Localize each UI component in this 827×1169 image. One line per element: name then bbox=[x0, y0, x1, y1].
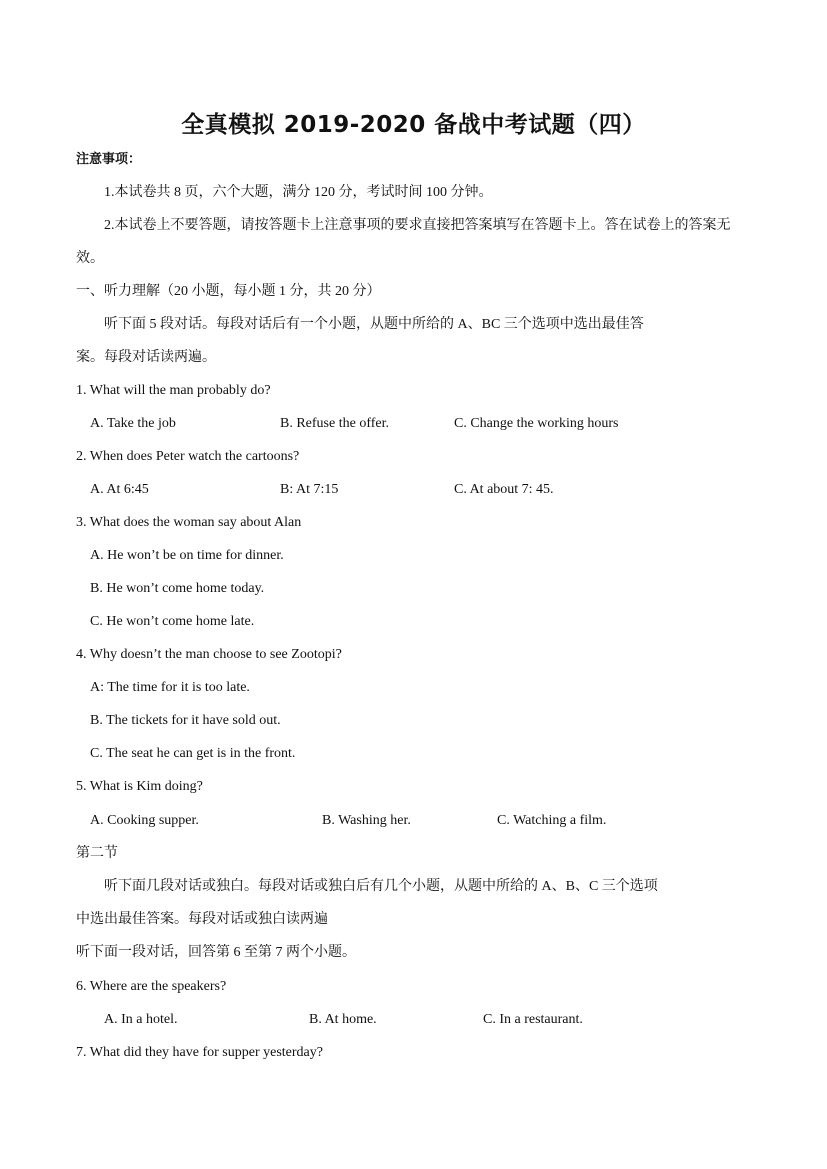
question-1-option-c: C. Change the working hours bbox=[454, 416, 619, 431]
question-2: 2. When does Peter watch the cartoons? bbox=[76, 449, 300, 464]
question-4: 4. Why doesn’t the man choose to see Zootopi? bbox=[76, 647, 342, 662]
page-title: 全真模拟 2019-2020 备战中考试题（四） bbox=[181, 112, 646, 138]
question-5: 5. What is Kim doing? bbox=[76, 779, 203, 794]
section2-instruction-line2: 中选出最佳答案。每段对话或独白读两遍 bbox=[76, 912, 328, 927]
question-6-option-a: A. In a hotel. bbox=[104, 1012, 178, 1027]
notice-heading: 注意事项： bbox=[76, 152, 142, 167]
question-2-option-a: A. At 6:45 bbox=[90, 482, 149, 497]
question-3-option-c: C. He won’t come home late. bbox=[90, 614, 255, 629]
question-5-option-c: C. Watching a film. bbox=[497, 813, 607, 828]
section1-instruction-line1: 听下面 5 段对话。每段对话后有一个小题，从题中所给的 A、BC 三个选项中选出最佳答 bbox=[104, 317, 644, 332]
question-2-option-c: C. At about 7: 45. bbox=[454, 482, 554, 497]
question-4-option-b: B. The tickets for it have sold out. bbox=[90, 713, 281, 728]
question-4-option-a: A: The time for it is too late. bbox=[90, 680, 250, 695]
question-6-option-b: B. At home. bbox=[309, 1012, 377, 1027]
question-6: 6. Where are the speakers? bbox=[76, 979, 227, 994]
question-1: 1. What will the man probably do? bbox=[76, 383, 271, 398]
notice-item-2-line1: 2.本试卷上不要答题，请按答题卡上注意事项的要求直接把答案填写在答题卡上。答在试卷上的答案无 bbox=[104, 218, 731, 233]
question-5-option-b: B. Washing her. bbox=[322, 813, 411, 828]
question-1-option-b: B. Refuse the offer. bbox=[280, 416, 389, 431]
section2-heading: 第二节 bbox=[76, 846, 118, 861]
notice-item-1: 1.本试卷共 8 页，六个大题，满分 120 分，考试时间 100 分钟。 bbox=[104, 185, 493, 200]
section1-instruction-line2: 案。每段对话读两遍。 bbox=[76, 350, 216, 365]
question-3-option-a: A. He won’t be on time for dinner. bbox=[90, 548, 284, 563]
section2-instruction-line1: 听下面几段对话或独白。每段对话或独白后有几个小题，从题中所给的 A、B、C 三个选项 bbox=[104, 879, 658, 894]
question-3-option-b: B. He won’t come home today. bbox=[90, 581, 265, 596]
question-4-option-c: C. The seat he can get is in the front. bbox=[90, 746, 296, 761]
question-1-option-a: A. Take the job bbox=[90, 416, 176, 431]
question-3: 3. What does the woman say about Alan bbox=[76, 515, 302, 530]
section1-heading: 一、听力理解（20 小题，每小题 1 分，共 20 分） bbox=[76, 284, 381, 299]
notice-item-2-line2: 效。 bbox=[76, 251, 104, 266]
question-7: 7. What did they have for supper yesterday? bbox=[76, 1045, 323, 1060]
question-5-option-a: A. Cooking supper. bbox=[90, 813, 199, 828]
section2-sub-instruction: 听下面一段对话，回答第 6 至第 7 两个小题。 bbox=[76, 945, 356, 960]
question-6-option-c: C. In a restaurant. bbox=[483, 1012, 583, 1027]
question-2-option-b: B: At 7:15 bbox=[280, 482, 339, 497]
